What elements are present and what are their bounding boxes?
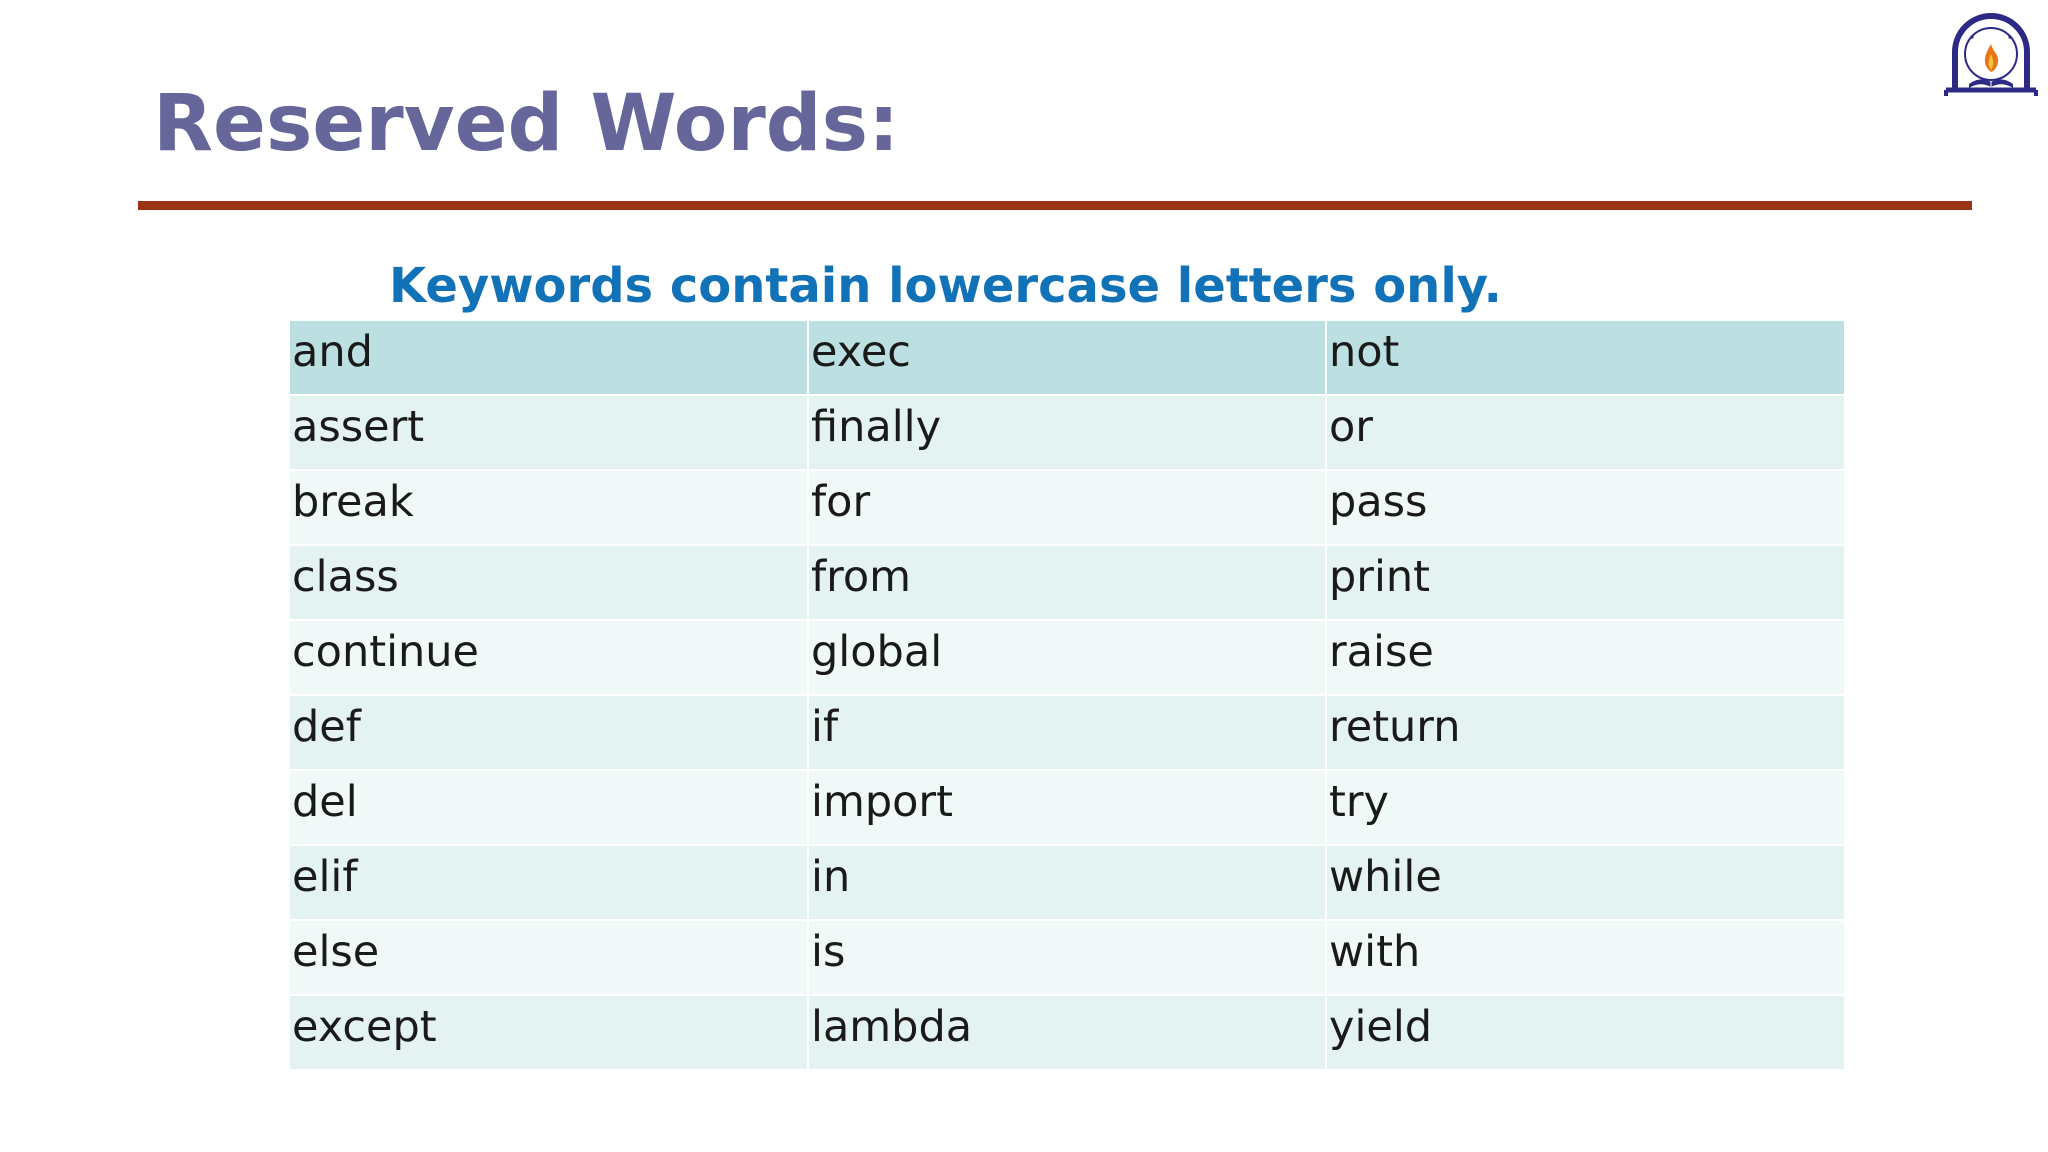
- keyword-cell: continue: [290, 620, 808, 695]
- keyword-cell: try: [1326, 770, 1844, 845]
- keyword-cell: def: [290, 695, 808, 770]
- keyword-cell: in: [808, 845, 1326, 920]
- table-row: [290, 395, 1844, 470]
- keyword-cell: while: [1326, 845, 1844, 920]
- keyword-cell: class: [290, 545, 808, 620]
- table-row: [290, 920, 1844, 995]
- table-row: [290, 545, 1844, 620]
- keyword-cell: with: [1326, 920, 1844, 995]
- table-row: [290, 470, 1844, 545]
- keyword-cell: and: [290, 321, 808, 395]
- keyword-cell: yield: [1326, 995, 1844, 1069]
- keyword-cell: exec: [808, 321, 1326, 395]
- keyword-cell: pass: [1326, 470, 1844, 545]
- keyword-cell: for: [808, 470, 1326, 545]
- keyword-cell: return: [1326, 695, 1844, 770]
- keyword-cell: or: [1326, 395, 1844, 470]
- table-row: [290, 620, 1844, 695]
- table-row: [290, 695, 1844, 770]
- keyword-cell: finally: [808, 395, 1326, 470]
- table-row: [290, 845, 1844, 920]
- slide-title: Reserved Words:: [153, 79, 900, 169]
- keyword-cell: print: [1326, 545, 1844, 620]
- title-divider: [138, 201, 1972, 210]
- keyword-cell: del: [290, 770, 808, 845]
- table-row: [290, 770, 1844, 845]
- keyword-cell: assert: [290, 395, 808, 470]
- keyword-cell: from: [808, 545, 1326, 620]
- table-row: [290, 321, 1844, 395]
- keyword-cell: except: [290, 995, 808, 1069]
- reserved-words-table: [290, 321, 1844, 1069]
- keyword-cell: if: [808, 695, 1326, 770]
- keyword-cell: elif: [290, 845, 808, 920]
- keyword-cell: lambda: [808, 995, 1326, 1069]
- college-emblem-icon: [1943, 10, 2039, 110]
- keyword-cell: else: [290, 920, 808, 995]
- table-row: [290, 995, 1844, 1069]
- keyword-cell: import: [808, 770, 1326, 845]
- keyword-cell: break: [290, 470, 808, 545]
- keyword-cell: not: [1326, 321, 1844, 395]
- keyword-cell: is: [808, 920, 1326, 995]
- keyword-cell: global: [808, 620, 1326, 695]
- slide-subtitle: Keywords contain lowercase letters only.: [389, 258, 1502, 314]
- keyword-cell: raise: [1326, 620, 1844, 695]
